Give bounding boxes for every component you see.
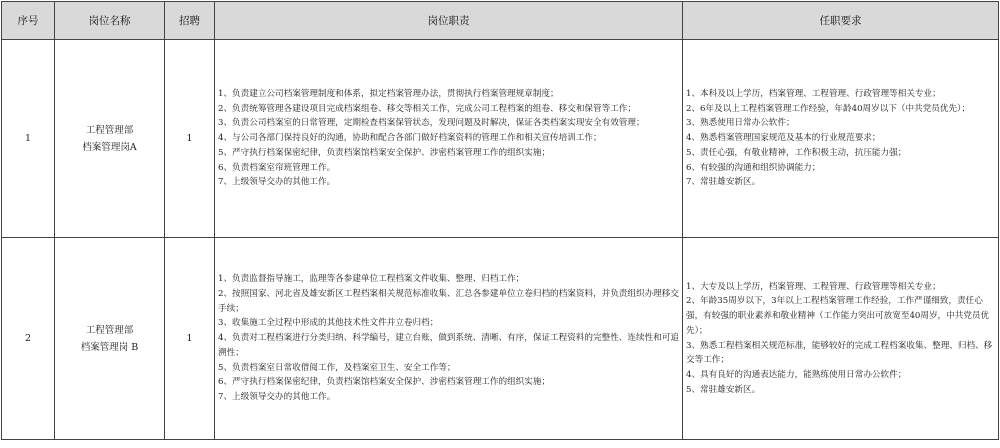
position-title: 档案管理岗A (82, 141, 137, 153)
table-row (2, 40, 999, 238)
duty-item: 1、负责监督指导施工，监理等各参建单位工程档案文件收集、整理、归档工作； (218, 274, 525, 285)
duty-item: 2、按照国家、河北省及雄安新区工程档案相关规范标准收集、汇总各参建单位立卷归档的档案资料，并负责组织办理移交手续； (218, 289, 679, 314)
requirement-item: 4、熟悉档案管理国家规范及基本的行业规范要求； (686, 133, 881, 144)
position-department: 工程管理部 (85, 324, 134, 336)
duty-item: 3、负责公司档案室的日常管理，定期检查档案保管状态，发现问题及时解决，保证各类档案实现安全有效管理； (218, 118, 645, 129)
row-duties (215, 40, 683, 238)
table-header-row (2, 2, 999, 40)
duty-item: 7、上级领导交办的其他工作。 (218, 177, 336, 188)
requirement-item: 7、常驻雄安新区。 (686, 177, 761, 188)
row-position (55, 40, 165, 238)
requirement-item: 5、常驻雄安新区。 (686, 384, 761, 395)
row-duties (215, 238, 683, 440)
header-position: 岗位名称 (55, 2, 165, 40)
position-title: 档案管理岗 B (80, 341, 139, 353)
header-count: 招聘 (165, 2, 215, 40)
duty-item: 4、与公司各部门保持良好的沟通，协助和配合各部门做好档案资料的管理工作和相关宣传培训工作； (218, 133, 602, 144)
header-duties: 岗位职责 (215, 2, 683, 40)
row-position (55, 238, 165, 440)
duty-item: 5、严守执行档案保密纪律，负责档案馆档案安全保护、涉密档案管理工作的组织实施； (218, 147, 551, 158)
duty-item: 4、负责对工程档案进行分类归纳、科学编号，建立台账，做到系统、清晰、有序，保证工程资料的完整性、连续性和可追溯性； (218, 333, 679, 358)
row-requirements (683, 238, 999, 440)
requirement-item: 4、具有良好的沟通表达能力，能熟练使用日常办公软件； (686, 369, 907, 380)
requirement-item: 6、有较强的沟通和组织协调能力； (686, 162, 821, 173)
recruitment-table (1, 1, 999, 440)
row-index: 2 (2, 238, 55, 440)
requirement-item: 2、年龄35周岁以下，3年以上工程档案管理工作经验，工作严谨细致，责任心强，有较强的职业素养和敬业精神（工作能力突出可放宽至40周岁，中共党员优先）； (686, 296, 990, 336)
requirement-item: 3、熟悉使用日常办公软件； (686, 118, 795, 129)
duty-item: 6、负责档案室帘班管理工作。 (218, 162, 336, 173)
duty-item: 6、严守执行档案保密纪律，负责档案馆档案安全保护、涉密档案管理工作的组织实施； (218, 377, 551, 388)
requirement-item: 1、本科及以上学历，档案管理、工程管理、行政管理等相关专业； (686, 89, 941, 100)
header-index: 序号 (2, 2, 55, 40)
row-count: 1 (165, 238, 215, 440)
duty-item: 7、上级领导交办的其他工作。 (218, 391, 336, 402)
requirement-item: 1、大专及以上学历，档案管理、工程管理、行政管理等相关专业； (686, 281, 941, 292)
position-department: 工程管理部 (85, 124, 134, 136)
duty-item: 3、收集施工全过程中形成的其他技术性文件并立卷归档； (218, 318, 439, 329)
duty-item: 5、负责档案室日常收借阅工作，及档案室卫生、安全工作等； (218, 362, 456, 373)
duty-item: 1、负责建立公司档案管理制度和体系，拟定档案管理办法，贯彻执行档案管理规章制度； (218, 89, 559, 100)
duty-item: 2、负责统筹管理各建设项目完成档案组卷、移交等相关工作，完成公司工程档案的组卷、移交和保管等工作； (218, 103, 636, 114)
requirement-item: 5、责任心强，有敬业精神，工作积极主动，抗压能力强； (686, 147, 907, 158)
row-count: 1 (165, 40, 215, 238)
header-requirements: 任职要求 (683, 2, 999, 40)
table-row (2, 238, 999, 440)
requirement-item: 2、6年及以上工程档案管理工作经验，年龄40周岁以下（中共党员优先）； (686, 103, 970, 114)
requirement-item: 3、熟悉工程档案相关规范标准，能够较好的完成工程档案收集、整理、归档、移交等工作； (686, 340, 993, 366)
row-requirements (683, 40, 999, 238)
row-index: 1 (2, 40, 55, 238)
